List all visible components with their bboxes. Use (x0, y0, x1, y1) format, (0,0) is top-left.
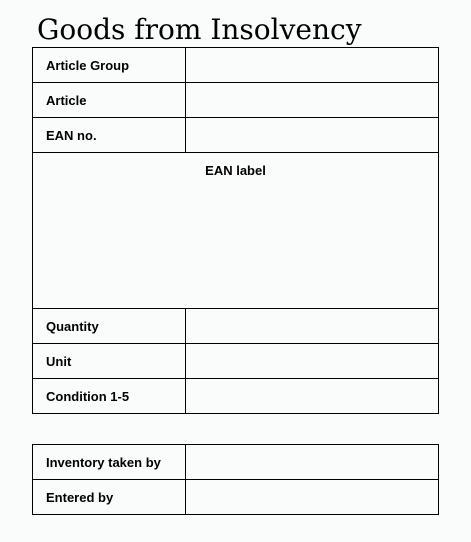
field-value-inventory-taken-by[interactable] (186, 445, 439, 480)
field-label-article-group: Article Group (33, 48, 186, 83)
form-row-condition (33, 379, 439, 414)
form-row-unit (33, 344, 439, 379)
form-row-ean-no (33, 118, 439, 153)
field-label-unit: Unit (33, 344, 186, 379)
field-value-entered-by[interactable] (186, 480, 439, 515)
field-label-article: Article (33, 83, 186, 118)
form-row-article-group (33, 48, 439, 83)
field-label-ean-no: EAN no. (33, 118, 186, 153)
goods-form-table (32, 47, 439, 414)
field-label-entered-by: Entered by (33, 480, 186, 515)
field-label-inventory-taken-by: Inventory taken by (33, 445, 186, 480)
form-row-article (33, 83, 439, 118)
field-value-article[interactable] (186, 83, 439, 118)
field-label-condition: Condition 1-5 (33, 379, 186, 414)
field-value-quantity[interactable] (186, 309, 439, 344)
field-value-ean-no[interactable] (186, 118, 439, 153)
field-value-unit[interactable] (186, 344, 439, 379)
field-value-article-group[interactable] (186, 48, 439, 83)
field-value-condition[interactable] (186, 379, 439, 414)
ean-label-area (33, 153, 439, 309)
ean-label-heading: EAN label (205, 163, 266, 178)
signoff-table (32, 444, 439, 515)
document-title: Goods from Insolvency (37, 13, 362, 46)
ean-label-box[interactable] (33, 153, 439, 309)
form-row-inventory-taken-by (33, 445, 439, 480)
form-row-entered-by (33, 480, 439, 515)
field-label-quantity: Quantity (33, 309, 186, 344)
form-row-quantity (33, 309, 439, 344)
